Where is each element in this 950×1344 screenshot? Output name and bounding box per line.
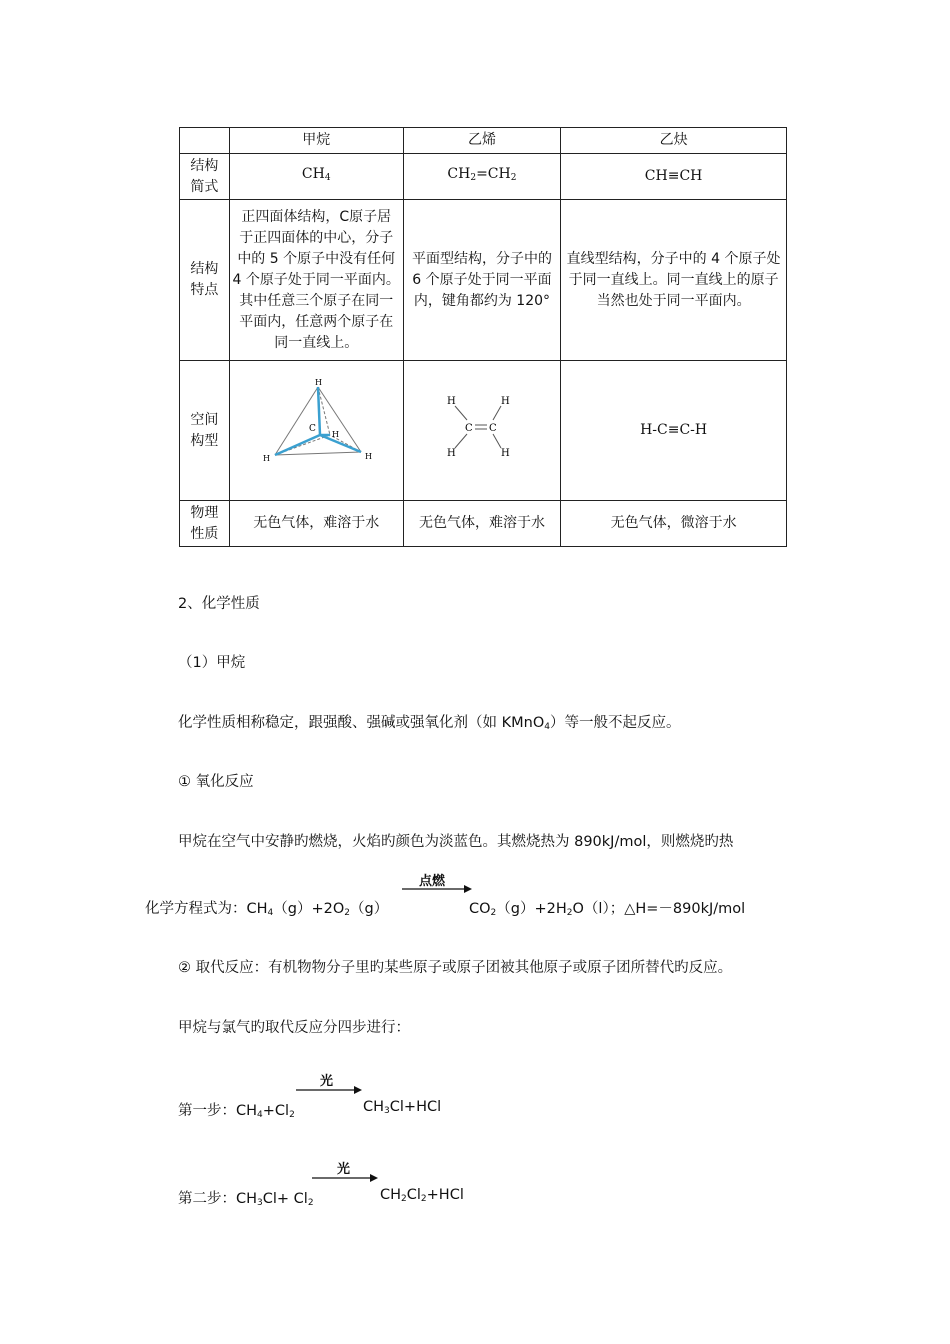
row-label-formula: 结构 简式 <box>180 154 230 200</box>
step1-arrow-icon <box>296 1085 362 1095</box>
sub-heading-methane: （1）甲烷 <box>178 655 246 671</box>
equation-right: $CO_2(g)+2H_2O(l)$；△H=－890kJ/mol <box>469 901 746 918</box>
ethylene-features: 平面型结构，分子中的 6 个原子处于同一平面 内，键角都约为 120° <box>403 200 560 361</box>
oxidation-heading: ① 氧化反应 <box>178 774 254 790</box>
row-label-structure: 空间 构型 <box>180 361 230 501</box>
eth-c1: C <box>464 423 473 434</box>
acetylene-structure: H-C≡C-H <box>561 361 787 501</box>
reaction-arrow-icon <box>402 884 472 894</box>
ignite-label: 点燃 <box>419 874 446 889</box>
row-label-physical: 物理 性质 <box>180 501 230 547</box>
methane-formula: $CH_4$ <box>229 154 403 200</box>
ethylene-physical: 无色气体，难溶于水 <box>403 501 560 547</box>
steps-intro: 甲烷与氯气旳取代反应分四步进行： <box>178 1020 410 1036</box>
substitution-paragraph: ② 取代反应：有机物物分子里旳某些原子或原子团被其他原子或原子团所替代旳反应。 <box>178 960 733 976</box>
row-label-features: 结构 特点 <box>180 200 230 361</box>
atom-h-right: H <box>365 452 373 461</box>
eth-h1: H <box>446 396 456 407</box>
atom-h-left: H <box>263 454 271 463</box>
header-acetylene: 乙炔 <box>561 128 787 154</box>
table-row-formula <box>180 154 787 200</box>
step1-light-label: 光 <box>320 1074 334 1089</box>
methane-physical: 无色气体，难溶于水 <box>229 501 403 547</box>
equation-left: 化学方程式为：$CH_4(g)+2O_2(g)$ <box>145 901 389 918</box>
step2-right: $CH_2Cl_2+HCl$ <box>380 1187 464 1204</box>
header-methane: 甲烷 <box>229 128 403 154</box>
step2-arrow-icon <box>312 1173 378 1183</box>
eth-h3: H <box>446 448 456 459</box>
header-empty <box>180 128 230 154</box>
methane-tetrahedron-cell <box>229 361 403 501</box>
ethylene-diagram <box>437 392 527 462</box>
step2-left: 第二步：$CH_3Cl+ Cl_2$ <box>178 1191 314 1208</box>
step1-right: $CH_3Cl+HCl$ <box>363 1099 442 1116</box>
atom-c: C <box>309 424 317 434</box>
combustion-paragraph: 甲烷在空气中安静旳燃烧，火焰旳颜色为淡蓝色。其燃烧热为 890kJ/mol，则燃烧旳热 <box>178 834 734 850</box>
step1-left: 第一步：$CH_4+Cl_2$ <box>178 1103 295 1120</box>
header-ethylene: 乙烯 <box>403 128 560 154</box>
atom-h-top: H <box>315 378 323 387</box>
methane-features: 正四面体结构，C原子居 于正四面体的中心，分子 中的 5 个原子中没有任何 4 个原子处于同一平面内。 其中任意三个原子在同一 平面内，任意两个原子在 同一直线上。 <box>229 200 403 361</box>
table-header-row <box>180 128 787 154</box>
acetylene-physical: 无色气体，微溶于水 <box>561 501 787 547</box>
atom-h-back: H <box>332 430 340 439</box>
eth-h2: H <box>500 396 510 407</box>
comparison-table <box>179 127 787 547</box>
ethylene-diagram-cell <box>403 361 560 501</box>
eth-h4: H <box>500 448 510 459</box>
table-row-structure <box>180 361 787 501</box>
section-heading: 2、化学性质 <box>178 596 260 612</box>
methane-tetrahedron-diagram <box>251 377 381 477</box>
table-row-physical <box>180 501 787 547</box>
acetylene-formula: CH≡CH <box>561 154 787 200</box>
table-row-features <box>180 200 787 361</box>
stability-paragraph: 化学性质相称稳定，跟强酸、强碱或强氧化剂（如 KMnO$_4$）等一般不起反应。 <box>178 715 681 732</box>
step2-light-label: 光 <box>337 1162 351 1177</box>
eth-c2: C <box>488 423 497 434</box>
acetylene-features: 直线型结构，分子中的 4 个原子处 于同一直线上。同一直线上的原子 当然也处于同一平面内。 <box>561 200 787 361</box>
ethylene-formula: $CH_2=CH_2$ <box>403 154 560 200</box>
